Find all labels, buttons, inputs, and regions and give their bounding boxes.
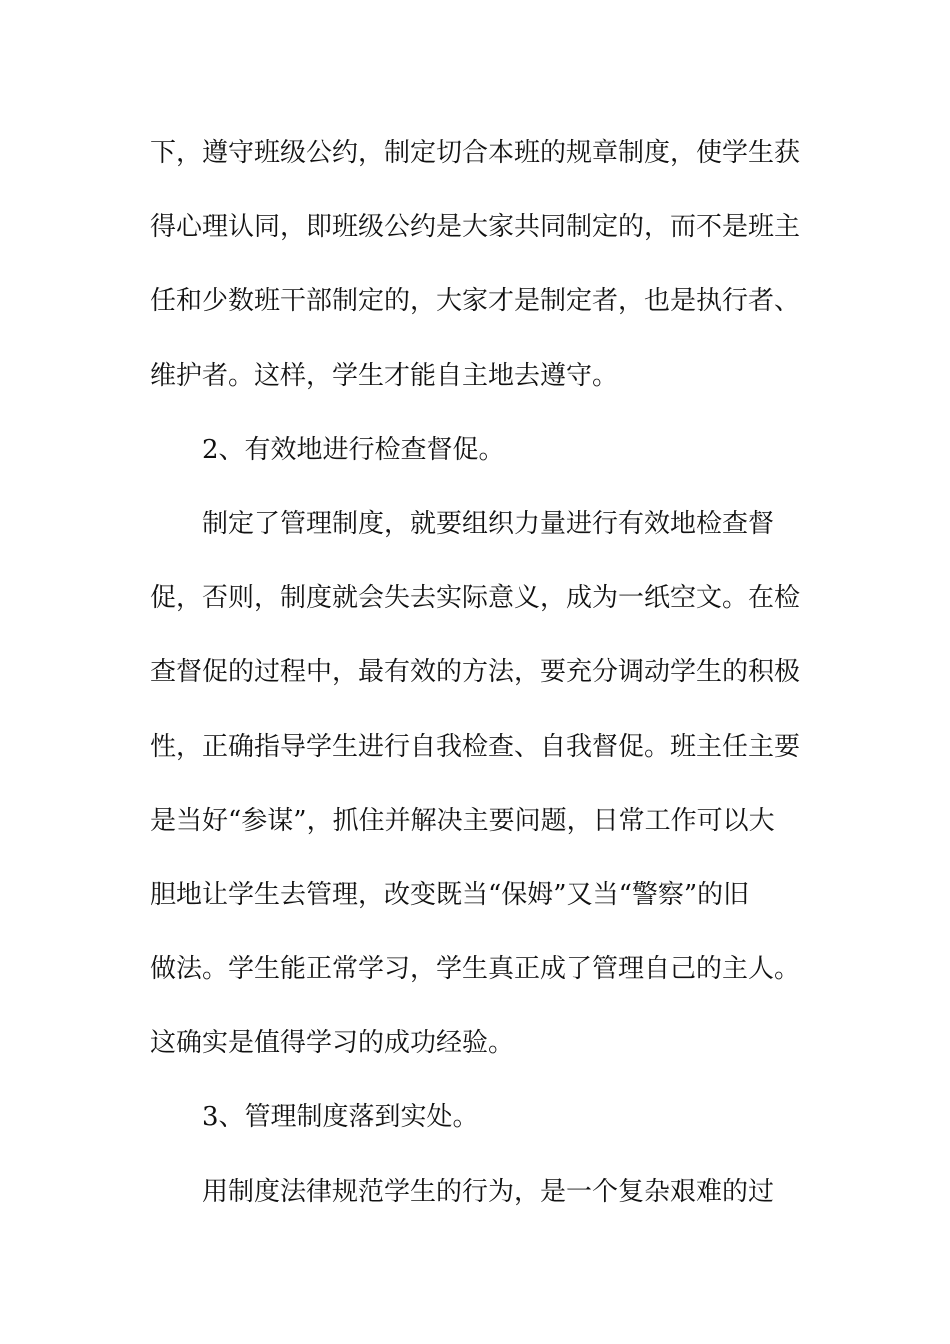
text-line: 是当好“参谋”，抓住并解决主要问题，日常工作可以大 [150,805,775,836]
body-text [150,116,800,1229]
text-line: 得心理认同，即班级公约是大家共同制定的，而不是班主 [150,212,800,243]
text-line: 查督促的过程中，最有效的方法，要充分调动学生的积极 [150,657,800,688]
text-line: 维护者。这样，学生才能自主地去遵守。 [150,360,619,391]
text-line: 做法。学生能正常学习，学生真正成了管理自己的主人。 [150,954,800,985]
text-line: 制定了管理制度，就要组织力量进行有效地检查督 [202,508,775,539]
text-line: 这确实是值得学习的成功经验。 [150,1028,515,1059]
section-heading: 3、管理制度落到实处。 [202,1102,479,1133]
text-line: 性，正确指导学生进行自我检查、自我督促。班主任主要 [150,731,800,762]
text-line: 促，否则，制度就会失去实际意义，成为一纸空文。在检 [150,583,800,614]
text-line: 任和少数班干部制定的，大家才是制定者，也是执行者、 [150,286,800,317]
section-heading: 2、有效地进行检查督促。 [202,434,505,465]
text-line: 用制度法律规范学生的行为，是一个复杂艰难的过 [202,1176,775,1207]
text-line: 下，遵守班级公约，制定切合本班的规章制度，使学生获 [150,138,800,168]
text-line: 胆地让学生去管理，改变既当“保姆”又当“警察”的旧 [150,879,750,910]
